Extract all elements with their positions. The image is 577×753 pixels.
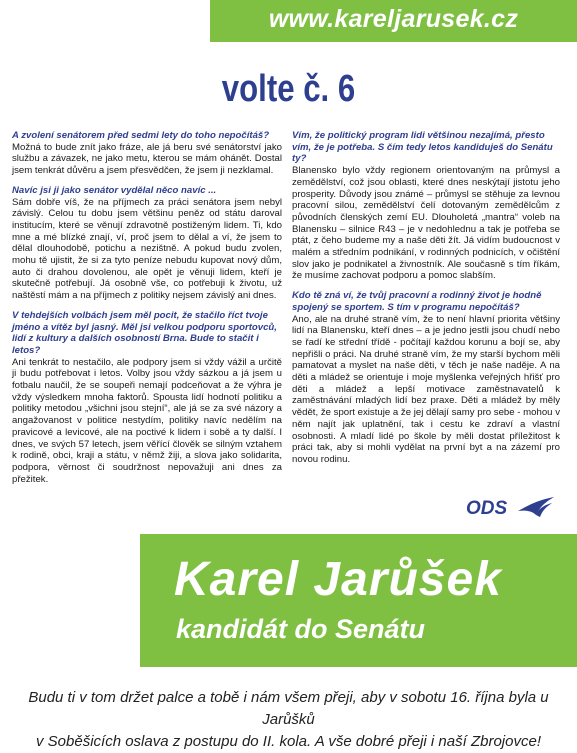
url-banner [210,0,577,42]
ods-logo [466,498,556,520]
question-1: A zvolení senátorem před sedmi lety do toho nepočítáš? [12,130,270,141]
candidate-name: Karel Jarůšek [174,553,502,606]
website-url[interactable]: www.kareljarusek.cz [268,5,519,33]
answer-2: Sám dobře víš, že na příjmech za práci senátora jsem nebyl závislý. Celou tu dobu jsem většinu peněz od státu daroval institucím, které se věnují zdravotně postiženým lidem. Ti, kdo mne a mé blízké znají, ví, proč jsem to dělal a ví, že jsem to dělal dlouhodobě, potichu a nezištně. A pokud budu zvolen, mohu tě ujistit, že si za tyto peníze nebudu kupovat nový dům, auto či drahou dovolenou, ale opět je věnuji lidem, kteří je skutečně potřebují. Já osobně vše, co potřebuji k životu, už naštěstí mám a na příjmech z politiky nejsem závislý ani dnes. [12,196,282,302]
question-2: Navíc jsi ji jako senátor vydělal něco navíc ... [12,184,217,196]
bird-icon [516,495,556,519]
answer-5: Ano, ale na druhé straně vím, že to není hlavní priorita většiny lidí na Blanensku, kteří dnes – a je jedno jestli jsou chudí nebo se řadí ke střední třídě - počítají každou korunu a bojí se, aby nepřišli o práci. Na druhé straně vím, že my starší bychom měli pamatovat a myslet na naše děti, v těch je naše naděje. A na děti a mládež se orientuje i moje myšlenka veřejných hřišť pro děti a mládež a lepší motivace zaměstnavatelů k zaměstnávání mladých lidí bez praxe. Děti a mládež by měly vědět, že sport existuje a že jej dělají samy pro sebe - mohou v něm najít jak uplatnění, tak i cestu ke zdraví a vlastní osobnosti. A mladí lidé po škole by měli dostat příležitost k práci tak, aby si mohli vydělat na první byt a na zázemí pro novou rodinu. [292,313,560,465]
answer-3: Ani tenkrát to nestačilo, ale podpory jsem si vždy vážil a určitě ji budu potřebovat i letos. Volby jsou vždy sázkou a já jsem u fotbalu naučil, že se soupeři nemají podceňovat a že výhra je vždy výsledkem mnoha faktorů. Spousta lidí hodnotí politiku a politiky metodou „všichni jsou stejní“, ale já se za své názory a angažovanost v politice nestydím, politiky navíc nedělím na pravicové a levicové, ale na poctivé k lidem i sobě a ty další. I dnes, ve svých 57 letech, jsem věřící člověk se silným vztahem k rodině, obci, kraji a státu, v němž žiji, a slova jako solidarita, podpora, věrnost či soudržnost nepovažuji ani dnes za přežitek. [12,356,282,485]
answer-1: Možná to bude znít jako fráze, ale já beru své senátorství jako službu a závazek, ne jako metu, kterou se mám ohánět. Dostal jsem tenkrát důvěru a jsem přesvědčen, že jsem ji nezklamal. [12,141,282,177]
question-4: Vím, že politický program lidi většinou nezajímá, přesto vím, že je potřeba. S čím tedy letos kandiduješ do Senátu ty? [292,130,553,165]
question-3: V tehdejších volbách jsem měl pocit, že stačilo říct tvoje jméno a vítěz byl jasný. Měl jsi velkou podporu sportovců, lidí z kultury a dalších osobností Brna. Bude to stačit i letos? [12,309,277,356]
footer-line-2: v Soběšicích oslava z postupu do II. kola. A vše dobré přeji i naší Zbrojovce! [36,733,541,750]
ods-logo-text: ODS [466,498,508,519]
candidate-box [140,534,577,667]
candidate-subtitle: kandidát do Senátu [176,614,426,644]
footer-line-1: Budu ti v tom držet palce a tobě i nám všem přeji, aby v sobotu 16. října byla u Jarůšků [28,689,549,728]
vote-headline: volte č. 6 [221,68,356,110]
left-column [12,130,282,493]
right-column [292,130,560,474]
answer-4: Blanensko bylo vždy regionem orientovaným na průmysl a zemědělství, což jsou oblasti, které dnes neskýtají jistotu jeho prosperity. Důvody jsou známé – průmysl se stěhuje za levnou pracovní silou, zemědělství čelí dotovaným zemědělcům z původních členských zemí EU. Dlouholetá „mantra“ voleb na Blanensku – silnice R43 – je v nedohlednu a tak je potřeba se ptát, z čeho budeme my a naše děti žít. Já vidím budoucnost v malém a středním podnikání, v rodinných podnicích, v očištění slov jako je podnikatel a živnostník. Ale současně s tím říkám, že musíme zachovat podporu a pomoc slabším. [292,165,560,282]
question-5: Kdo tě zná ví, že tvůj pracovní a rodinný život je hodně spojený se sportem. S tím v programu nepočítáš? [292,290,542,313]
footer-message [8,687,569,753]
